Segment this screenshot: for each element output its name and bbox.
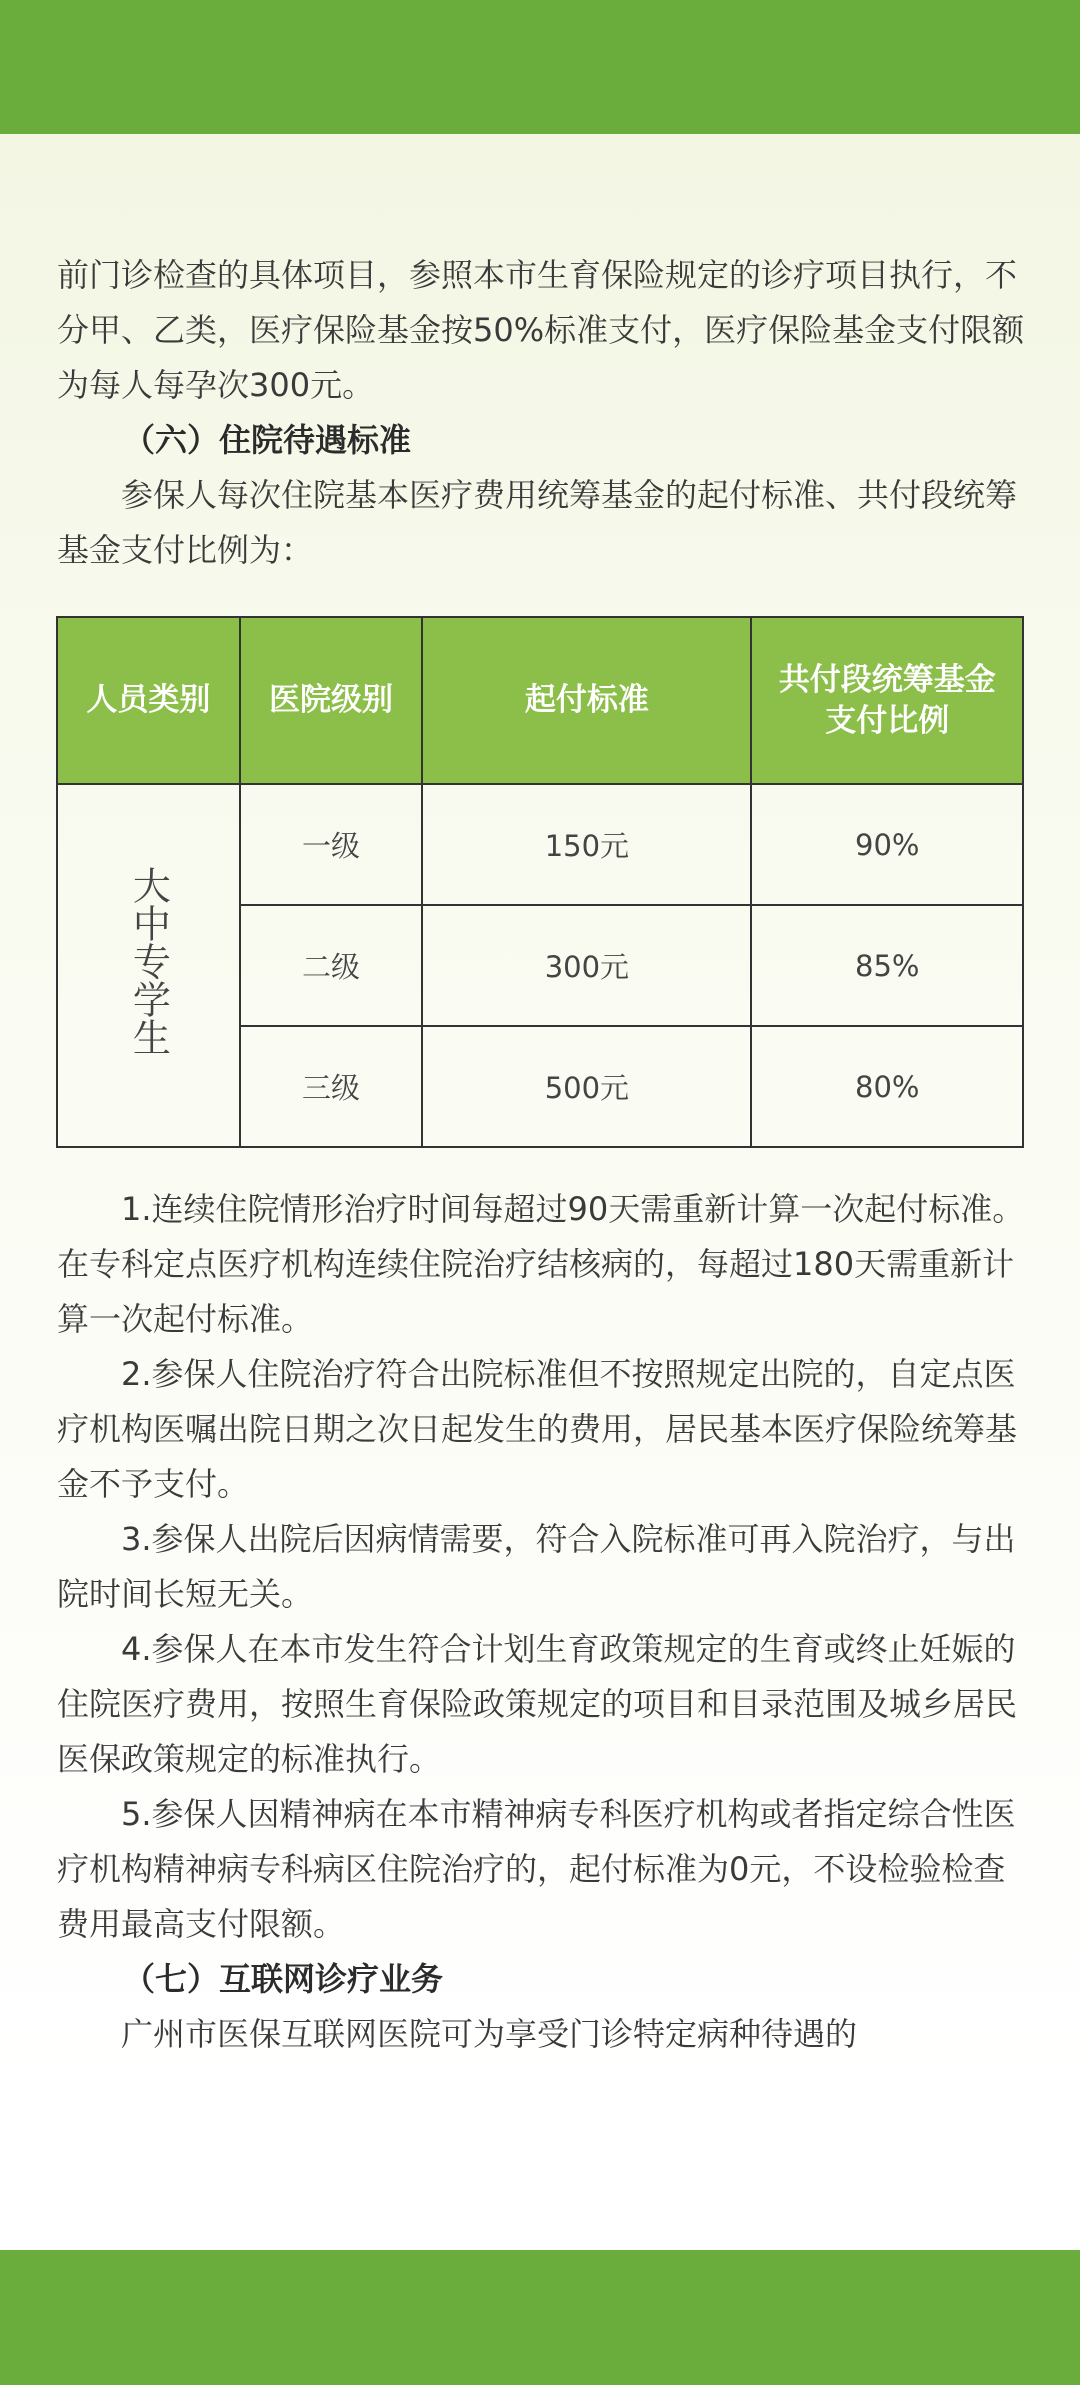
section-7-heading: （七）互联网诊疗业务 [123, 1960, 444, 1998]
notes-body [57, 1182, 1025, 2062]
note-2: 2.参保人住院治疗符合出院标准但不按照规定出院的，自定点医疗机构医嘱出院日期之次日起发生的费用，居民基本医疗保险统筹基金不予支付。 [57, 1355, 1018, 1503]
deductible-cell: 150元 [422, 784, 751, 905]
level-cell: 三级 [240, 1026, 423, 1147]
document-body [57, 248, 1025, 578]
deductible-cell: 500元 [422, 1026, 751, 1147]
category-cell [57, 784, 240, 1147]
header-deductible: 起付标准 [422, 617, 751, 784]
level-cell: 一级 [240, 784, 423, 905]
category-text: 大中专学生 [126, 866, 171, 1056]
ratio-cell: 90% [751, 784, 1023, 905]
note-3: 3.参保人出院后因病情需要，符合入院标准可再入院治疗，与出院时间长短无关。 [57, 1520, 1016, 1613]
section-6-heading: （六）住院待遇标准 [123, 421, 412, 459]
header-copay-ratio [751, 617, 1023, 784]
deductible-cell: 300元 [422, 905, 751, 1026]
note-4: 4.参保人在本市发生符合计划生育政策规定的生育或终止妊娠的住院医疗费用，按照生育保险政策规定的项目和目录范围及城乡居民医保政策规定的标准执行。 [57, 1630, 1018, 1778]
ratio-cell: 85% [751, 905, 1023, 1026]
hospitalization-benefit-table [56, 616, 1024, 1148]
bottom-green-band [0, 2250, 1080, 2385]
table-header-row [57, 617, 1023, 784]
header-copay-ratio-text: 共付段统筹基金支付比例 [778, 661, 996, 739]
note-1: 1.连续住院情形治疗时间每超过90天需重新计算一次起付标准。在专科定点医疗机构连续住院治疗结核病的，每超过180天需重新计算一次起付标准。 [57, 1190, 1025, 1338]
level-cell: 二级 [240, 905, 423, 1026]
header-category: 人员类别 [57, 617, 240, 784]
note-5: 5.参保人因精神病在本市精神病专科医疗机构或者指定综合性医疗机构精神病专科病区住院治疗的，起付标准为0元，不设检验检查费用最高支付限额。 [57, 1795, 1016, 1943]
section-7-intro: 广州市医保互联网医院可为享受门诊特定病种待遇的 [121, 2015, 858, 2053]
table-row [57, 784, 1023, 905]
intro-paragraph: 前门诊检查的具体项目，参照本市生育保险规定的诊疗项目执行，不分甲、乙类，医疗保险基金按50%标准支付，医疗保险基金支付限额为每人每孕次300元。 [57, 256, 1025, 404]
ratio-cell: 80% [751, 1026, 1023, 1147]
header-hospital-level: 医院级别 [240, 617, 423, 784]
section-6-intro: 参保人每次住院基本医疗费用统筹基金的起付标准、共付段统筹基金支付比例为： [57, 476, 1018, 569]
top-green-band [0, 0, 1080, 134]
